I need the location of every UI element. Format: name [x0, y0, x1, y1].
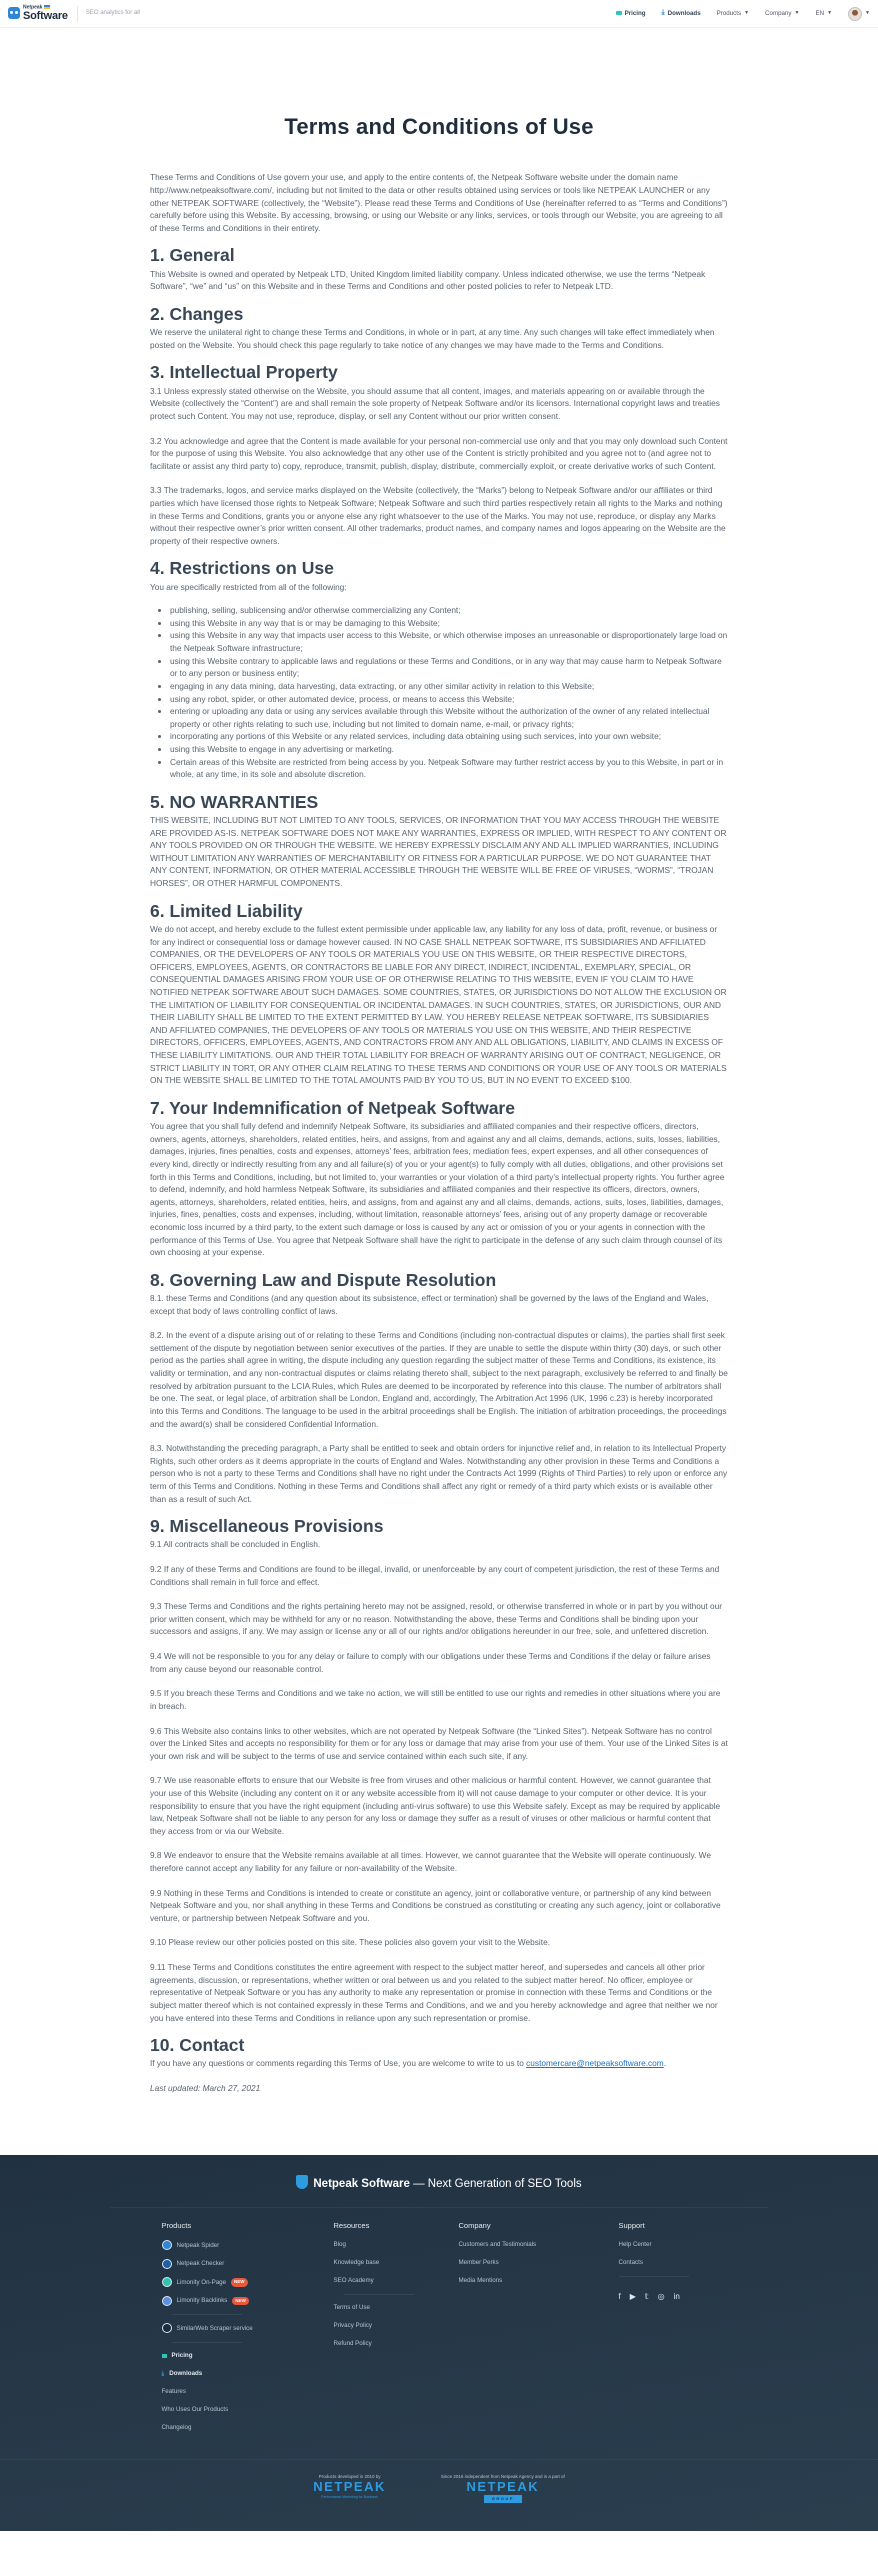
footer-products	[162, 2220, 334, 2441]
facebook-icon[interactable]: f	[618, 2292, 621, 2302]
nav-company-dropdown[interactable]	[765, 9, 799, 18]
section-no-warranties	[150, 793, 728, 890]
netpeak-agency-logo[interactable]: NETPEAK	[313, 2479, 386, 2495]
restrictions-lead: You are specifically restricted from all of the following:	[150, 581, 347, 592]
section-paragraph: 9.9 Nothing in these Terms and Conditions is intended to create or constitute an agency, joint or collaborative venture, or partnership of any kind between Netpeak Software and you, nor shall anything in these Terms and Conditions be construed as constituting or creating any such agency, joint or collaborative venture, or partnership between Netpeak Software and you.	[150, 1887, 721, 1923]
similarweb-icon	[162, 2323, 172, 2333]
section-governing-law	[150, 1271, 728, 1505]
section-paragraph: 9.3 These Terms and Conditions and the rights pertaining hereto may not be assigned, resold, or otherwise transferred in whole or in part by you without our prior written consent, which may be withheld for any or no reason. Notwithstanding the above, these Terms and Conditions shall be binding upon your successors and assigns, if any. We may assign or license any or all of our rights and/or obligations hereunder in our free, sole, and unfettered discretion.	[150, 1601, 723, 1637]
section-paragraph: 9.1 All contracts shall be concluded in English.	[150, 1539, 321, 1550]
nav-company-label: Company	[765, 9, 792, 17]
nav-pricing[interactable]	[616, 9, 646, 18]
section-intellectual-property	[150, 363, 728, 547]
nav-products-label: Products	[716, 9, 742, 17]
footer-link-help-center[interactable]: Help Center	[618, 2241, 652, 2249]
link-label: Pricing	[171, 2351, 193, 2359]
link-label: Downloads	[169, 2369, 203, 2377]
avatar	[848, 7, 862, 21]
header-divider	[77, 6, 78, 22]
chevron-down-icon: ▼	[794, 9, 800, 16]
footer-link-similarweb-scraper[interactable]	[162, 2323, 334, 2333]
instagram-icon[interactable]: ◎	[657, 2292, 665, 2302]
footer-column-title: Products	[161, 2221, 192, 2231]
main-nav	[616, 7, 870, 21]
footer-link-limonity-backlinks[interactable]	[162, 2296, 334, 2306]
section-changes	[150, 305, 728, 351]
section-heading: 10. Contact	[150, 2035, 245, 2056]
footer-brand-slogan: — Next Generation of SEO Tools	[409, 2177, 582, 2190]
footer-divider	[172, 2342, 242, 2343]
section-paragraph: 9.10 Please review our other policies posted on this site. These policies also govern your visit to the Website.	[150, 1937, 551, 1948]
netpeak-agency-block	[313, 2474, 386, 2503]
netpeak-group-block	[441, 2474, 565, 2503]
footer-link-customers[interactable]: Customers and Testimonials	[458, 2241, 537, 2249]
footer-company	[459, 2220, 619, 2441]
link-label: Limonity On-Page	[176, 2278, 227, 2286]
list-item: • Certain areas of this Website are restricted from being access by you. Netpeak Software may further restrict access by you to this Website, in part or in whole, at any time, in its sole and absolute discretion.	[170, 756, 728, 781]
ukraine-flag-icon	[44, 5, 50, 9]
contact-text-end: .	[663, 2058, 667, 2069]
section-paragraph: 9.11 These Terms and Conditions constitutes the entire agreement with respect to the subject matter hereof, and supersedes and cancels all other prior agreements, discussion, or representations, whether written or oral between us and you related to the subject matter hereof. No officer, employee or representative of Netpeak Software or you has any authority to make any representation or promise in connection with these Terms and Conditions or the subject matter thereof which is not contained expressly in these Terms and Conditions, and we and you hereby acknowledge and agree that neither we nor you have entered into these Terms and Conditions in reliance upon any such representation or promise.	[150, 1962, 718, 2023]
section-limited-liability	[150, 902, 728, 1087]
section-paragraph: THIS WEBSITE, INCLUDING BUT NOT LIMITED TO ANY TOOLS, SERVICES, OR INFORMATION THAT YOU MAY ACCESS THROUGH THE WEBSITE ARE PROVIDED AS-IS. NETPEAK SOFTWARE DOES NOT MAKE ANY WARRANTIES, EXPRESS OR IMPLIED, WITH RESPECT TO ANY CONTENT OR ANY TOOLS PROVIDED ON OR THROUGH THE WEBSITE. WE HEREBY EXPRESSLY DISCLAIM ANY AND ALL IMPLIED WARRANTIES, INCLUDING WITHOUT LIMITATION ANY WARRANTIES OF MERCHANTABILITY OR FITNESS FOR A PARTICULAR PURPOSE. WE DO NOT GUARANTEE THAT ANY CONTENT, INFORMATION, OR OTHER MATERIAL ACCESSIBLE THROUGH THE WEBSITE WILL BE FREE OF VIRUSES, “WORMS”, “TROJAN HORSES”, OR OTHER HARMFUL COMPONENTS.	[150, 815, 727, 889]
footer-divider	[619, 2276, 689, 2277]
footer-brand	[110, 2175, 768, 2208]
contact-text: If you have any questions or comments regarding this Terms of Use, you are welcome to write to us to	[150, 2058, 527, 2069]
footer-divider	[172, 2314, 242, 2315]
nav-downloads-label: Downloads	[667, 9, 701, 17]
section-paragraph: 8.2. In the event of a dispute arising out of or relating to these Terms and Conditions (including non-contractual disputes or claims), the parties shall first seek settlement of the dispute by negotiation between senior executives of the parties. If they are unable to settle the dispute within thirty (30) days, or such other period as the parties shall agree in writing, the dispute including any question regarding the subject matter of these Terms and Conditions, its existence, its validity or termination, and any non-contractual disputes or claims relating thereto shall, subject to the next paragraph, exclusively be referred to and finally be resolved by arbitration pursuant to the LCIA Rules, which Rules are deemed to be incorporated by reference into this clause. The number of arbitrators shall be one. The seat, or legal place, of arbitration shall be London, England and, accordingly, The Arbitration Act 1996 (UK, 1996 c.23) is hereby incorporated into this Terms and Conditions. The language to be used in the arbitral proceedings shall be English. The initiation of arbitration proceedings, the proceedings and the award(s) shall be considered Confidential Information.	[150, 1330, 728, 1429]
list-item: • using this Website in any way that is or may be damaging to this Website;	[170, 617, 728, 630]
section-heading: 7. Your Indemnification of Netpeak Software	[150, 1097, 515, 1118]
footer-support	[619, 2220, 689, 2441]
download-icon: ⤓	[161, 2369, 165, 2377]
price-tag-icon	[162, 2354, 167, 2358]
list-item: • engaging in any data mining, data harvesting, data extracting, or any other similar activity in relation to this Website;	[170, 680, 728, 693]
section-heading: 3. Intellectual Property	[150, 362, 338, 383]
twitter-icon[interactable]: 𝕥	[644, 2292, 649, 2302]
chevron-down-icon: ▼	[827, 9, 833, 16]
nav-downloads[interactable]	[662, 8, 701, 19]
price-tag-icon	[616, 11, 622, 15]
terms-content	[150, 110, 728, 2095]
section-paragraph: 3.1 Unless expressly stated otherwise on the Website, you should assume that all content, images, and materials appearing on or available through the Website (collectively the “Content”) are and shall remain the sole property of Netpeak Software and/or its licensors. International copyright laws and treaties protect such Content. You may not use, reproduce, display, or sell any Content without our prior written consent.	[150, 385, 720, 421]
list-item: • publishing, selling, sublicensing and/or otherwise commercializing any Content;	[170, 604, 728, 617]
social-links	[619, 2291, 689, 2303]
section-paragraph: You agree that you shall fully defend and indemnify Netpeak Software, its subsidiaries and affiliated companies and their respective officers, directors, owners, agents, attorneys, shareholders, related entities, heirs, and assigns, from and against any and all claims, demands, actions, suits, losses, liabilities, damages, injuries, fines penalties, costs and expenses, attorneys’ fees, arbitration fees, mediation fees, expert expenses, and all other consequences of every kind, directly or indirectly resulting from any and all failure(s) of you or your agent(s) to fully comply with all duties, obligations, and other provisions set forth in this Terms and Conditions, including, but not limited to, your warranties or your violation of a third party’s intellectual property rights. You further agree to defend, indemnify, and hold harmless Netpeak Software, its subsidiaries and affiliated companies and their respective its officers, directors, owners, agents, attorneys, shareholders, related entities, heirs, and assigns, from and against any and all claims, demands, actions, suits, loses, liabilities, damages, injuries, fines, penalties, costs and expenses, including, without limitation, reasonable attorneys’ fees, arising out of any property damage or recoverable economic loss incurred by a third party, to the extent such damage or loss is caused by any act or omission of you or your agents in connection with the performance of this Terms of Use. You agree that Netpeak Software shall have the right to participate in the defense of any such claim through counsel of its own choosing at your expense.	[150, 1121, 725, 1258]
top-navigation	[0, 0, 878, 28]
link-label: Limonity Backlinks	[176, 2297, 228, 2305]
footer-link-member-perks[interactable]: Member Perks	[458, 2259, 499, 2267]
footer-column-title: Support	[618, 2221, 645, 2231]
footer-column-title: Resources	[333, 2221, 370, 2231]
site-footer	[0, 2155, 878, 2531]
nav-pricing-label: Pricing	[624, 9, 646, 17]
section-paragraph: 3.3 The trademarks, logos, and service marks displayed on the Website (collectively, the “Marks”) belong to Netpeak Software and/or our affiliates or third parties which have licensed those rights to Netpeak Software; Netpeak Software and such third parties respectively retain all rights to the Marks and nothing in these Terms and Conditions, grants you or anyone else any right whatsoever to the use of the Marks. You may not use, reproduce, or display any Marks without their respective owner’s prior written consent. All other trademarks, product names, and company names and logos appearing on the Website are the property of their respective owners.	[150, 485, 726, 546]
section-heading: 4. Restrictions on Use	[150, 558, 334, 579]
section-paragraph: 8.1. these Terms and Conditions (and any question about its subsistence, effect or termination) shall be governed by the laws of the England and Wales, except that body of laws controlling conflict of laws.	[150, 1293, 709, 1316]
section-miscellaneous	[150, 1517, 728, 2024]
youtube-icon[interactable]: ▶	[629, 2292, 636, 2302]
section-paragraph: 9.6 This Website also contains links to other websites, which are not operated by Netpeak Software (the “Linked Sites”). Netpeak Software has no control over the Linked Sites and accepts no responsibility for them or for any loss or damage that may arise from your use of them. Your use of the Linked Sites is at your own risk and will be subject to the terms of use and service contained within each such site, if any.	[150, 1725, 728, 1761]
section-indemnification	[150, 1099, 728, 1259]
restrictions-list	[170, 604, 728, 781]
netpeak-logo-icon	[8, 7, 20, 19]
site-logo[interactable]	[8, 5, 68, 21]
section-paragraph: We do not accept, and hereby exclude to the fullest extent permissible under applicable law, any liability for any loss of data, profit, revenue, or business or for any indirect or consequential loss or damage however caused. IN NO CASE SHALL NETPEAK SOFTWARE, ITS SUBSIDIARIES AND AFFILIATED COMPANIES, OR THE DEVELOPERS OF ANY TOOLS OR MATERIALS YOU USE ON THIS WEBSITE, OR THEIR RESPECTIVE DIRECTORS, OFFICERS, EMPLOYEES, AGENTS, OR CONTRACTORS BE LIABLE FOR ANY DIRECT, INDIRECT, INCIDENTAL, EXEMPLARY, SPECIAL, OR CONSEQUENTIAL DAMAGES ARISING FROM YOUR USE OF OR OTHERWISE RELATING TO THIS WEBSITE, EVEN IF YOU CLAIM TO HAVE NOTIFIED NETPEAK SOFTWARE ABOUT SUCH DAMAGES. SOME COUNTRIES, STATES, OR JURISDICTIONS DO NOT ALLOW THE EXCLUSION OR THE LIMITATION OF LIABILITY FOR CONSEQUENTIAL OR INCIDENTAL DAMAGES. IN SUCH COUNTRIES, STATES, OR JURISDICTIONS, OUR AND THEIR LIABILITY SHALL BE LIMITED TO THE EXTENT PERMITTED BY LAW. YOU HEREBY RELEASE NETPEAK SOFTWARE, ITS SUBSIDIARIES AND AFFILIATED COMPANIES, THE DEVELOPERS OF ANY TOOLS OR MATERIALS YOU USE ON THIS WEBSITE, AND THEIR RESPECTIVE DIRECTORS, OFFICERS, EMPLOYEES, AGENTS, AND CONTRACTORS FROM ANY AND ALL OBLIGATIONS, LIABILITY, AND CLAIMS IN EXCESS OF THESE LIABILITY LIMITATIONS. OUR AND THEIR TOTAL LIABILITY FOR BREACH OF WARRANTY ARISING OUT OF CONTRACT, NEGLIGENCE, OR STRICT LIABILITY IN TORT, OR ANY OTHER CLAIM RELATING TO THESE TERMS AND CONDITIONS OR YOUR USE OF ANY TOOLS OR MATERIALS ON THE WEBSITE SHALL BE LIMITED TO THE TOTAL AMOUNTS PAID BY YOU TO US, BUT IN NO EVENT TO EXCEED $100.	[150, 923, 727, 1086]
footer-link-netpeak-spider[interactable]	[162, 2240, 334, 2250]
footer-link-terms[interactable]: Terms of Use	[333, 2304, 370, 2312]
footer-link-netpeak-checker[interactable]	[162, 2259, 334, 2269]
section-paragraph: This Website is owned and operated by Netpeak LTD, United Kingdom limited liability company. Unless indicated otherwise, we use the terms “Netpeak Software”, “we” and “us” on this Website and in these Terms and Conditions and other posted policies to refer to Netpeak LTD.	[150, 268, 706, 292]
netpeak-logo-icon	[296, 2175, 308, 2189]
limonity-backlinks-icon	[162, 2296, 172, 2306]
footer-link-who-uses[interactable]: Who Uses Our Products	[161, 2405, 229, 2413]
support-email-link[interactable]: customercare@netpeaksoftware.com	[526, 2058, 664, 2069]
section-heading: 5. NO WARRANTIES	[150, 791, 319, 812]
contact-paragraph	[150, 2057, 728, 2070]
section-heading: 8. Governing Law and Dispute Resolution	[150, 1269, 497, 1290]
footer-columns	[162, 2220, 717, 2441]
section-paragraph: 9.5 If you breach these Terms and Conditions and we take no action, we will still be entitled to use our rights and remedies in other situations where you are in breach.	[150, 1688, 721, 1711]
section-general	[150, 246, 728, 292]
list-item: • incorporating any portions of this Website or any related services, including data obtaining using such services, into your own website;	[170, 730, 728, 743]
section-paragraph: We reserve the unilateral right to change these Terms and Conditions, in whole or in part, at any time. Any such changes will take effect immediately when posted on the Website. You should check this page regularly to take notice of any changes we may have made to the Terms and Conditions.	[150, 327, 715, 350]
footer-divider	[344, 2294, 414, 2295]
section-contact	[150, 2036, 728, 2094]
section-heading: 9. Miscellaneous Provisions	[150, 1516, 384, 1537]
footer-link-media-mentions[interactable]: Media Mentions	[458, 2277, 503, 2285]
intro-paragraph: These Terms and Conditions of Use govern your use, and apply to the entire contents of, the Netpeak Software website under the domain name http://www.netpeaksoftware.com/, including but not limited to the data or other results obtained using services or tools like NETPEAK LAUNCHER or any other NETPEAK SOFTWARE (collectively, the “Website”). Please read these Terms and Conditions of Use (hereinafter referred to as “Terms and Conditions”) carefully before using this Website. By accessing, browsing, or using our Website or any links, services, or tools through our Website, you are agreeing to all of these Terms and Conditions in their entirety.	[150, 172, 728, 233]
download-icon: ⤓	[661, 9, 665, 17]
partner-caption: Products developed in 2010 by	[318, 2473, 381, 2479]
partner-caption: Since 2016 independent from Netpeak Agency and is a part of	[440, 2473, 565, 2479]
footer-link-refund[interactable]: Refund Policy	[333, 2340, 372, 2348]
section-heading: 2. Changes	[150, 303, 244, 324]
chevron-down-icon: ▼	[865, 9, 870, 16]
section-restrictions	[150, 559, 728, 780]
logo-small-text: Netpeak	[23, 4, 43, 11]
section-paragraph: 9.7 We use reasonable efforts to ensure that our Website is free from viruses and other malicious or harmful content. However, we cannot guarantee that your use of this Website (including any content on it or any website accessible from it) will not cause damage to your computer or other device. It is your responsibility to ensure that you have the right equipment (including anti-virus software) to use this Website safely. Except as may be required by applicable law, Netpeak Software shall not be liable to any person for any loss or damage they suffer as a result of viruses or other malicious or harmful content that they access from or via our Website.	[150, 1775, 721, 1836]
section-paragraph: 9.8 We endeavor to ensure that the Website remains available at all times. However, we cannot guarantee that the Website will operate continuously. We therefore cannot accept any liability for any failure or non-availability of the Website.	[150, 1850, 711, 1874]
footer-link-privacy[interactable]: Privacy Policy	[333, 2322, 373, 2330]
partner-subtitle: Performance Marketing for Business	[321, 2494, 378, 2499]
section-paragraph: 9.2 If any of these Terms and Conditions are found to be illegal, invalid, or unenforceable by any court of competent jurisdiction, the rest of these Terms and Conditions shall remain in full force and effect.	[150, 1564, 720, 1587]
list-item: • using this Website to engage in any advertising or marketing.	[170, 743, 728, 756]
footer-link-blog[interactable]: Blog	[333, 2241, 346, 2249]
list-item: • using this Website in any way that impacts user access to this Website, or which otherwise imposes an unreasonable or disproportionately large load on the Netpeak Software infrastructure;	[170, 629, 728, 654]
limonity-onpage-icon	[162, 2277, 172, 2287]
section-paragraph: 9.4 We will not be responsible to you for any delay or failure to comply with our obligations under these Terms and Conditions if the delay or failure arises from any cause beyond our reasonable control.	[150, 1651, 711, 1674]
last-updated: Last updated: March 27, 2021	[150, 2082, 261, 2093]
tagline: SEO analytics for all	[85, 9, 140, 16]
footer-link-changelog[interactable]: Changelog	[161, 2423, 192, 2431]
user-menu[interactable]	[848, 7, 870, 21]
link-label: SimilarWeb Scraper service	[176, 2324, 253, 2332]
footer-resources	[334, 2220, 459, 2441]
footer-link-knowledge-base[interactable]: Knowledge base	[333, 2259, 380, 2267]
page-title: Terms and Conditions of Use	[284, 114, 594, 139]
footer-partners	[0, 2459, 878, 2503]
group-label: GROUP	[484, 2495, 522, 2503]
footer-brand-name: Netpeak Software	[313, 2177, 410, 2190]
section-heading: 1. General	[150, 245, 235, 266]
logo-big-text: Software	[23, 9, 68, 22]
section-paragraph: 8.3. Notwithstanding the preceding paragraph, a Party shall be entitled to seek and obtain orders for injunctive relief and, in relation to its Intellectual Property Rights, such other orders as it deems appropriate in the courts of England and Wales. Notwithstanding any other provision in these Terms and Conditions a person who is not a party to these Terms and Conditions shall have no right under the Contracts Act 1999 (Rights of Third Parties) to rely upon or enforce any term of this Terms and Conditions. Nothing in these Terms and Conditions shall affect any right or remedy of a third party which exists or is available other than as a result of such Act.	[150, 1443, 728, 1504]
spider-product-icon	[162, 2240, 172, 2250]
list-item: • entering or uploading any data or using any services available through this Website without the authorization of the owner of any related intellectual property or other rights relating to such use, including but not limited to domain name, e-mail, or privacy rights;	[170, 705, 728, 730]
footer-column-title: Company	[458, 2221, 491, 2231]
new-badge: NEW	[231, 2278, 248, 2287]
nav-products-dropdown[interactable]	[717, 9, 749, 18]
netpeak-group-logo[interactable]: NETPEAK	[466, 2479, 540, 2495]
linkedin-icon[interactable]: in	[673, 2292, 680, 2302]
chevron-down-icon: ▼	[744, 9, 750, 16]
checker-product-icon	[162, 2259, 172, 2269]
language-selector[interactable]	[815, 9, 832, 18]
link-label: Netpeak Spider	[176, 2241, 220, 2249]
list-item: • using any robot, spider, or other automated device, process, or means to access this Website;	[170, 693, 728, 706]
footer-link-seo-academy[interactable]: SEO Academy	[333, 2277, 374, 2285]
footer-link-limonity-onpage[interactable]	[162, 2277, 334, 2287]
new-badge: NEW	[232, 2297, 249, 2306]
language-label: EN	[815, 9, 825, 17]
link-label: Netpeak Checker	[176, 2260, 225, 2268]
footer-link-downloads[interactable]	[162, 2369, 334, 2378]
section-heading: 6. Limited Liability	[150, 900, 303, 921]
footer-link-pricing[interactable]	[162, 2351, 334, 2360]
section-paragraph: 3.2 You acknowledge and agree that the Content is made available for your personal non-commercial use only and that you may only download such Content for the purpose of using this Website. You also acknowledge that any other use of the Content is strictly prohibited and you agree not to (and agree not to facilitate or assist any third party to) copy, reproduce, transmit, publish, display, distribute, commercially exploit, or create derivative works of such Content.	[150, 435, 728, 471]
footer-link-features[interactable]: Features	[161, 2387, 186, 2395]
list-item: • using this Website contrary to applicable laws and regulations or these Terms and Conditions, or in any way that may cause harm to Netpeak Software or to any person or business entity;	[170, 655, 728, 680]
footer-link-contacts[interactable]: Contacts	[618, 2259, 643, 2267]
